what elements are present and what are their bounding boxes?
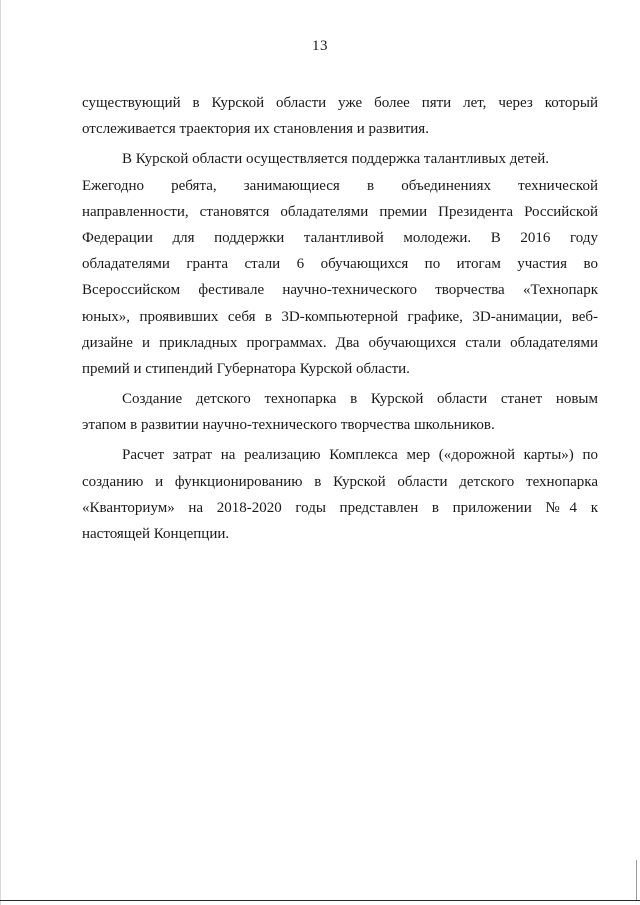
text-line: юных», проявивших себя в 3D-компьютерной графике, 3D-анимации, веб- xyxy=(82,308,598,325)
scan-margin-mark xyxy=(636,860,637,900)
paragraph xyxy=(82,146,598,382)
paragraph xyxy=(82,442,598,547)
text-line: Федерации для поддержки талантливой молодежи. В 2016 году xyxy=(82,229,598,246)
text-line: обладателями гранта стали 6 обучающихся по итогам участия во xyxy=(82,256,598,273)
scan-edge-line xyxy=(0,0,1,905)
text-line: Всероссийском фестивале научно-технического творчества «Технопарк xyxy=(82,282,598,299)
text-line: В Курской области осуществляется поддержка талантливых детей. xyxy=(122,151,550,168)
text-line: настоящей Концепции. xyxy=(82,526,230,542)
text-line: «Кванториум» на 2018-2020 годы представлен в приложении №4 к xyxy=(82,499,598,516)
page-number: 13 xyxy=(312,38,328,54)
text-line: премий и стипендий Губернатора Курской области. xyxy=(82,360,410,377)
text-line: этапом в развитии научно-технического творчества школьников. xyxy=(82,417,495,434)
text-line: существующий в Курской области уже более пяти лет, через который xyxy=(82,95,598,111)
paragraph xyxy=(82,386,598,438)
text-line: Расчет затрат на реализацию Комплекса мер («дорожной карты») по xyxy=(122,447,598,464)
text-line: созданию и функционированию в Курской области детского технопарка xyxy=(82,473,598,490)
text-line: Ежегодно ребята, занимающиеся в объединениях технической xyxy=(82,177,598,194)
text-line: отслеживается траектория их становления и развития. xyxy=(82,121,429,138)
scan-bottom-edge xyxy=(0,900,640,901)
text-line: Создание детского технопарка в Курской области станет новым xyxy=(122,391,598,408)
text-line: дизайне и прикладных программах. Два обучающихся стали обладателями xyxy=(82,334,598,351)
text-line: направленности, становятся обладателями премии Президента Российской xyxy=(82,203,598,220)
body-text xyxy=(82,90,598,547)
paragraph xyxy=(82,90,598,142)
